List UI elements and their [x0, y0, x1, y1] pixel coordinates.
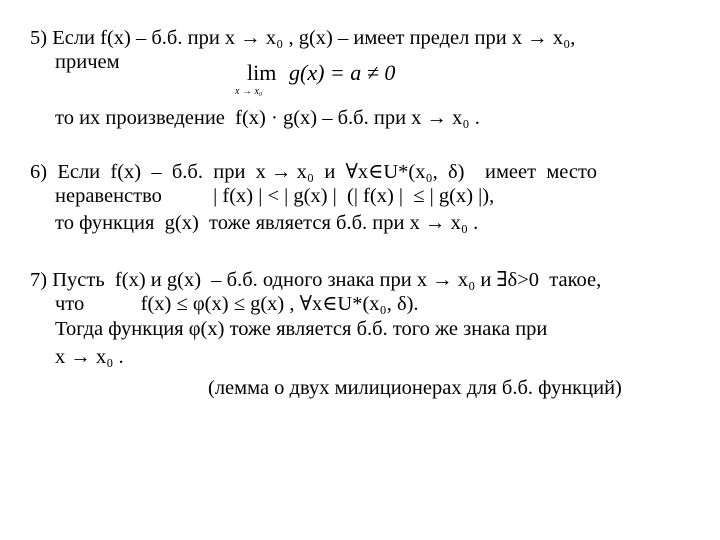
item-5-line-3: то их произведение f(x) · g(x) – б.б. при x → x₀ .: [55, 107, 480, 129]
item-6-line-1: 6) Если f(x) – б.б. при x → x₀ и ∀x∈U*(x₀, δ) имеет место: [30, 161, 597, 183]
limit-expression: g(x) = a ≠ 0: [289, 60, 396, 85]
item-7-line-4: x → x₀ .: [55, 346, 124, 368]
item-5-line-2: причем: [55, 51, 120, 73]
item-7-note: (лемма о двух милиционерах для б.б. функций): [208, 377, 622, 399]
item-5-line-1: 5) Если f(x) – б.б. при x → x₀ , g(x) – имеет предел при x → x₀,: [30, 27, 576, 49]
limit-subscript: x → x₀: [235, 86, 263, 97]
item-7-line-3: Тогда функция φ(x) тоже является б.б. того же знака при: [55, 318, 548, 340]
item-7-line-1: 7) Пусть f(x) и g(x) – б.б. одного знака при x → x₀ и ∃δ>0 такое,: [30, 269, 602, 291]
item-7-line-2: что f(x) ≤ φ(x) ≤ g(x) , ∀x∈U*(x₀, δ).: [55, 293, 419, 315]
limit-formula: [233, 58, 423, 98]
item-6-line-2: неравенство | f(x) | < | g(x) | (| f(x) | ≤ | g(x) |),: [55, 185, 495, 207]
limit-operator: lim: [247, 60, 277, 85]
item-6-line-3: то функция g(x) тоже является б.б. при x → x₀ .: [55, 212, 479, 234]
